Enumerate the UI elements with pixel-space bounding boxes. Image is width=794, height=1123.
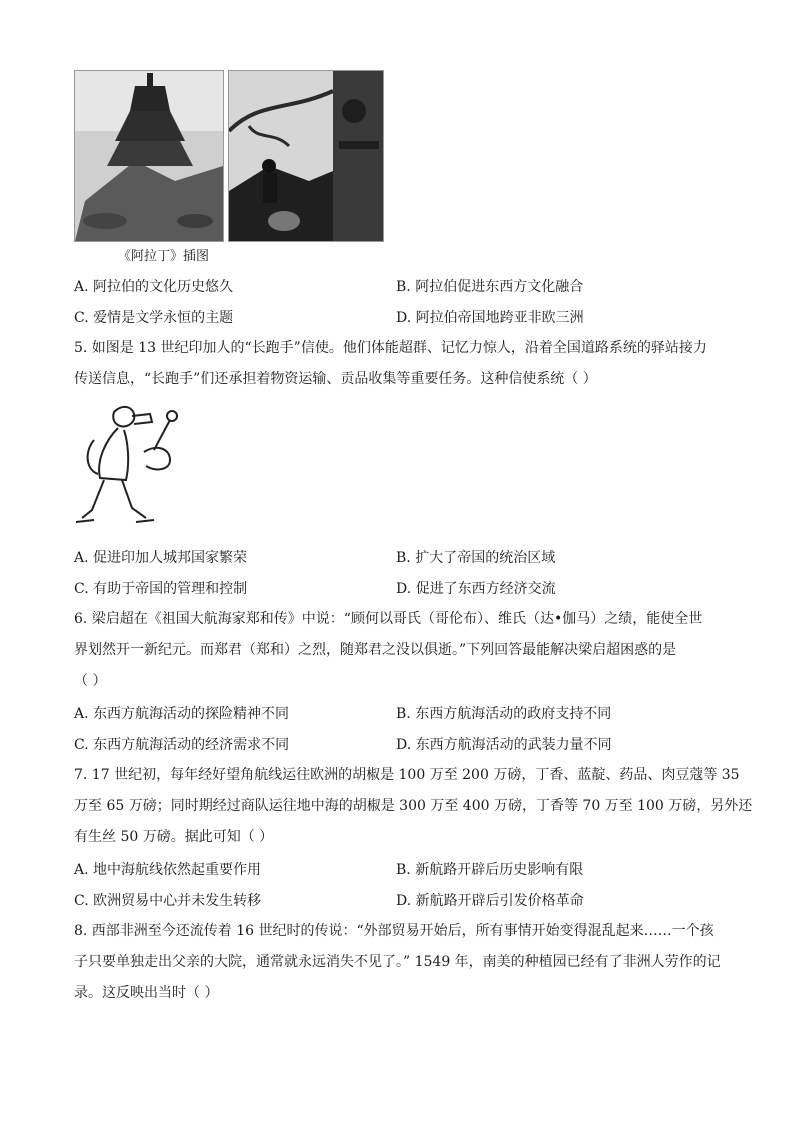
q7-stem-line-3: 有生丝 50 万磅。据此可知（ ）	[74, 829, 274, 845]
q4-option-c: C. 爱情是文学永恒的主题	[74, 310, 234, 326]
q4-option-a: A. 阿拉伯的文化历史悠久	[74, 279, 234, 295]
aladdin-illustrations	[74, 70, 384, 242]
q6-stem-line-2: 界划然开一新纪元。而郑君（郑和）之烈，随郑君之没以俱逝。”下列回答最能解决梁启超困惑的是	[74, 642, 677, 658]
q5-option-b: B. 扩大了帝国的统治区域	[396, 550, 556, 566]
q6-option-a: A. 东西方航海活动的探险精神不同	[74, 706, 290, 722]
q7-option-d: D. 新航路开辟后引发价格革命	[396, 893, 584, 909]
q8-stem-line-3: 录。这反映出当时（ ）	[74, 985, 219, 1001]
q4-option-b: B. 阿拉伯促进东西方文化融合	[396, 279, 584, 295]
q7-stem-line-1: 7. 17 世纪初，每年经好望角航线运往欧洲的胡椒是 100 万至 200 万磅，丁香、蓝靛、药品、肉豆蔻等 35	[74, 767, 740, 783]
q6-option-c: C. 东西方航海活动的经济需求不同	[74, 737, 290, 753]
q7-option-a: A. 地中海航线依然起重要作用	[74, 862, 262, 878]
q4-option-d: D. 阿拉伯帝国地跨亚非欧三洲	[396, 310, 584, 326]
q6-option-b: B. 东西方航海活动的政府支持不同	[396, 706, 612, 722]
q5-option-a: A. 促进印加人城邦国家繁荣	[74, 550, 248, 566]
q6-stem-line-1: 6. 梁启超在《祖国大航海家郑和传》中说：“顾何以哥氏（哥伦布）、维氏（达•伽马）之绩，能使全世	[74, 611, 703, 627]
q5-option-d: D. 促进了东西方经济交流	[396, 581, 556, 597]
q7-stem-line-2: 万至 65 万磅；同时期经过商队运往地中海的胡椒是 300 万至 400 万磅，丁香等 70 万至 100 万磅，另外还	[74, 798, 753, 814]
q5-stem-line-1: 5. 如图是 13 世纪印加人的“长跑手”信使。他们体能超群、记忆力惊人，沿着全国道路系统的驿站接力	[74, 340, 707, 356]
q7-option-c: C. 欧洲贸易中心并未发生转移	[74, 893, 262, 909]
q8-stem-line-2: 子只要单独走出父亲的大院，通常就永远消失不见了。” 1549 年，南美的种植园已经有了非洲人劳作的记	[74, 954, 721, 970]
q6-stem-line-3: （ ）	[74, 673, 107, 689]
q5-stem-line-2: 传送信息，“长跑手”们还承担着物资运输、贡品收集等重要任务。这种信使系统（ ）	[74, 371, 597, 387]
aladdin-caption: 《阿拉丁》插图	[118, 249, 210, 264]
q5-option-c: C. 有助于帝国的管理和控制	[74, 581, 248, 597]
aladdin-illustration-right	[228, 70, 384, 242]
q6-option-d: D. 东西方航海活动的武装力量不同	[396, 737, 612, 753]
inca-runner-illustration	[74, 400, 184, 530]
aladdin-illustration-left	[74, 70, 224, 242]
q7-option-b: B. 新航路开辟后历史影响有限	[396, 862, 584, 878]
q8-stem-line-1: 8. 西部非洲至今还流传着 16 世纪时的传说：“外部贸易开始后，所有事情开始变得混乱起来……一个孩	[74, 923, 714, 939]
